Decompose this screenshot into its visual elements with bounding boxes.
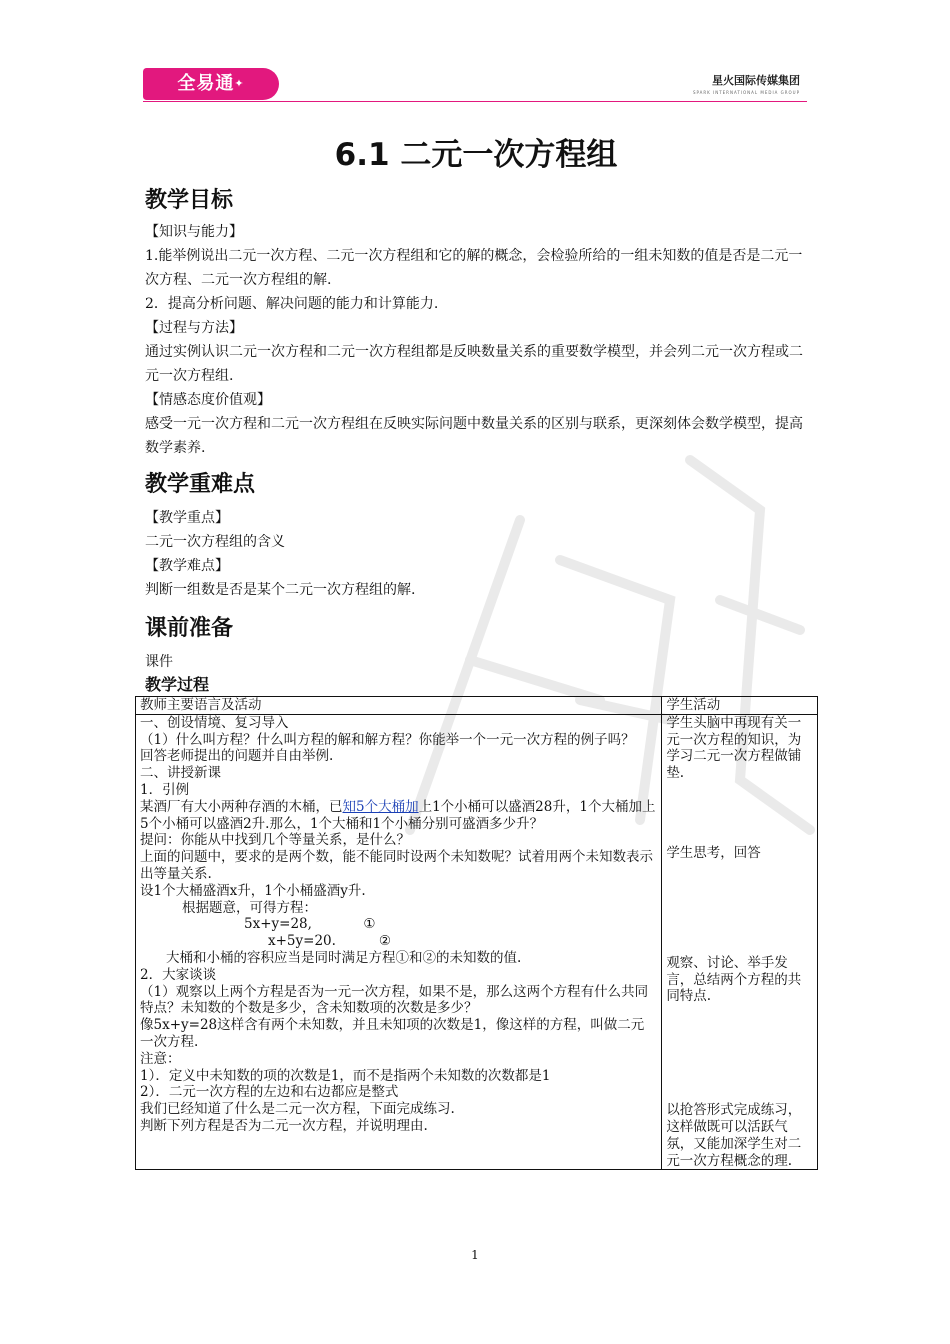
example-text-pre: 某酒厂有大小两种存酒的木桶，已	[140, 798, 343, 815]
knowledge-label: 【知识与能力】	[145, 224, 243, 240]
teacher-line: 根据题意，可得方程：	[182, 899, 317, 916]
teacher-line: 上面的问题中，要求的是两个数，能不能同时设两个未知数呢？试着用两个未知数表示出等量关系.	[140, 849, 653, 882]
teacher-line: 二、讲授新课	[140, 765, 221, 782]
equation-2: x+5y=20. ②	[268, 933, 391, 950]
emotion-text: 感受一元一次方程和二元一次方程组在反映实际问题中数量关系的区别与联系，更深刻体会数学模型，提高数学素养.	[145, 416, 803, 456]
document-body	[140, 130, 807, 1170]
table-row	[136, 714, 818, 1170]
key-points-heading: 教学重难点	[145, 472, 256, 497]
student-activity-cell	[662, 714, 818, 1170]
teacher-line: 设1个大桶盛酒x升，1个小桶盛酒y升.	[140, 882, 366, 899]
teacher-line: 一、创设情境、复习导入	[140, 714, 289, 731]
process-text: 通过实例认识二元一次方程和二元一次方程组都是反映数量关系的重要数学模型，并会列二元一次方程或二元一次方程组.	[145, 344, 803, 384]
preparation-text: 课件	[145, 654, 173, 670]
brand-logo	[143, 68, 279, 100]
teacher-line: 2．大家谈谈	[140, 966, 217, 983]
example-text-post: 上1个小桶可以盛酒28升，1个大桶加上5个小桶可以盛酒2升.那么，1个大桶和1个小桶分别可盛酒多少升？	[140, 798, 656, 832]
emotion-label: 【情感态度价值观】	[145, 392, 271, 408]
teacher-line: 大桶和小桶的容积应当是同时满足方程①和②的未知数的值.	[166, 949, 522, 966]
difficulty-label: 【教学难点】	[145, 558, 229, 574]
table-header-row	[136, 697, 818, 715]
student-note: 学生头脑中再现有关一元一次方程的知识，为学习二元一次方程做铺垫.	[666, 714, 802, 782]
brand-logo-text: 全易通	[177, 73, 235, 94]
teacher-line: （1）什么叫方程？什么叫方程的解和解方程？你能举一个一元一次方程的例子吗？	[140, 731, 635, 748]
company-name-en: SPARK INTERNATIONAL MEDIA GROUP	[692, 90, 800, 95]
knowledge-item-2: 2．提高分析问题、解决问题的能力和计算能力.	[145, 296, 439, 312]
teacher-line: （1）观察以上两个方程是否为一元一次方程，如果不是，那么这两个方程有什么共同特点？未知数的个数是多少，含未知数项的次数是多少？	[140, 983, 649, 1017]
student-note: 学生思考，回答	[666, 844, 761, 861]
teacher-line: 注意：	[140, 1050, 181, 1067]
process-label: 【过程与方法】	[145, 320, 243, 336]
teaching-process-table	[135, 696, 818, 1170]
column-header-teacher: 教师主要语言及活动	[136, 697, 662, 715]
page-title: 6.1 二元一次方程组	[334, 137, 618, 173]
company-name-cn: 星火国际传媒集团	[712, 74, 800, 87]
difficulty-text: 判断一组数是否是某个二元一次方程组的解.	[145, 582, 416, 598]
sparkle-icon: ✦	[234, 77, 245, 90]
focus-label: 【教学重点】	[145, 510, 229, 526]
teacher-line: 1）．定义中未知数的项的次数是1，而不是指两个未知数的次数都是1	[140, 1067, 551, 1084]
teacher-line: 判断下列方程是否为二元一次方程，并说明理由.	[140, 1117, 428, 1134]
equation-1: 5x+y=28, ①	[244, 916, 376, 933]
teacher-line: 1．引例	[140, 781, 190, 798]
company-mark	[693, 72, 800, 95]
header-divider	[143, 101, 807, 102]
teacher-line: 回答老师提出的问题并自由举例.	[140, 748, 334, 765]
student-note: 以抢答形式完成练习，这样做既可以活跃气氛，又能加深学生对二元一次方程概念的理.	[666, 1102, 802, 1169]
student-note: 观察、讨论、举手发言，总结两个方程的共同特点.	[666, 954, 802, 1005]
objectives-heading: 教学目标	[145, 188, 234, 213]
teacher-line: 我们已经知道了什么是二元一次方程，下面完成练习.	[140, 1101, 455, 1118]
column-header-student: 学生活动	[662, 697, 818, 715]
teacher-line: 像5x+y=28这样含有两个未知数，并且未知项的次数是1，像这样的方程，叫做二元一次方程.	[140, 1017, 645, 1050]
page-number: 1	[471, 1248, 479, 1262]
teacher-line: 2）．二元一次方程的左边和右边都应是整式	[140, 1084, 399, 1101]
example-link[interactable]: 知5个大桶加	[342, 798, 419, 815]
process-heading: 教学过程	[145, 675, 210, 694]
knowledge-item-1: 1.能举例说出二元一次方程、二元一次方程组和它的解的概念，会检验所给的一组未知数的值是否是二元一次方程、二元一次方程组的解.	[145, 248, 803, 288]
example-problem	[140, 799, 657, 833]
focus-text: 二元一次方程组的含义	[145, 534, 285, 550]
preparation-heading: 课前准备	[145, 616, 234, 641]
teacher-activity-cell	[136, 714, 662, 1170]
teacher-line: 提问：你能从中找到几个等量关系，是什么？	[140, 832, 410, 849]
